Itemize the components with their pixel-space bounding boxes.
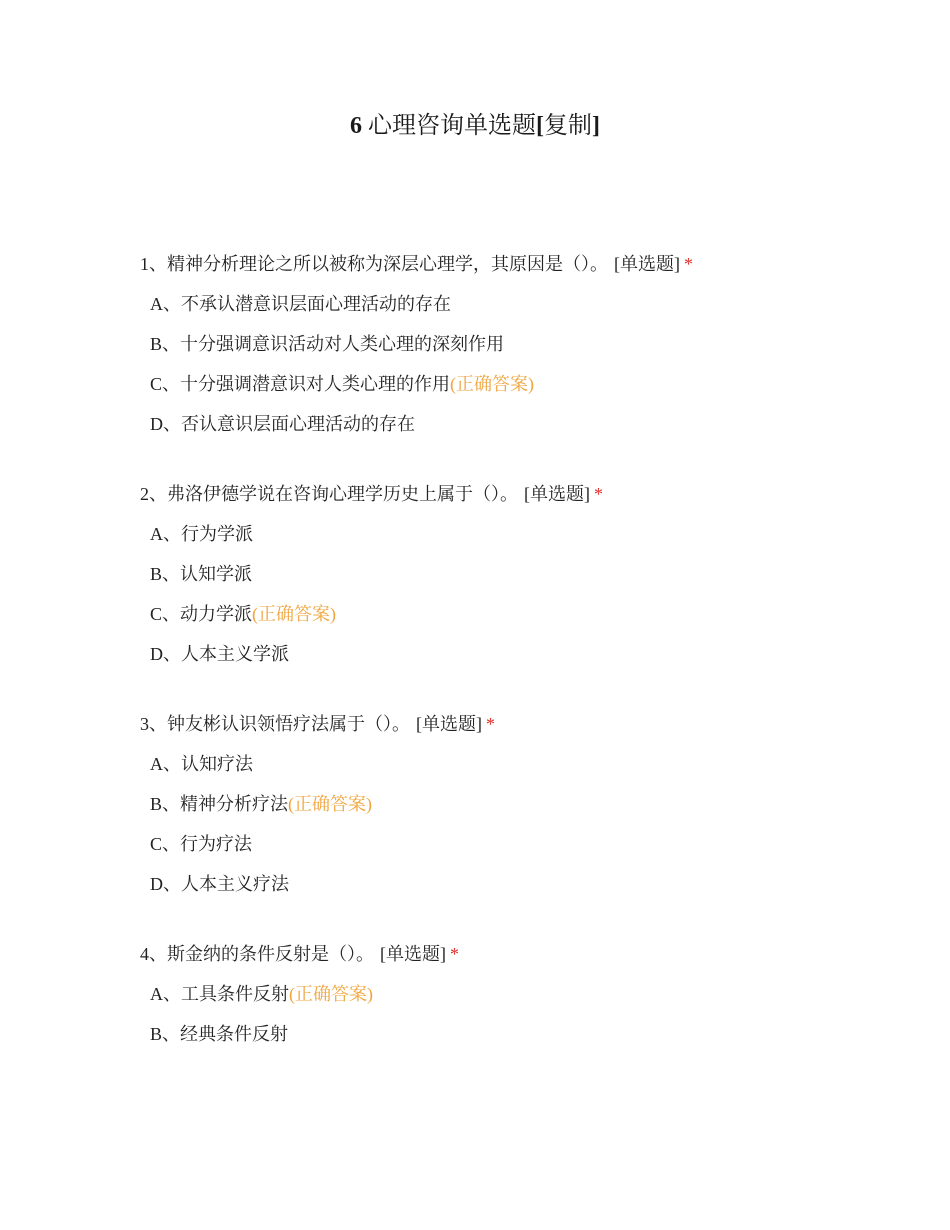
title-bracket-close: ] (592, 113, 600, 139)
option-text: C、动力学派 (150, 604, 253, 624)
title-text: 心理咨询单选题 (368, 113, 536, 139)
title-copy-word: 复制 (544, 113, 592, 139)
correct-answer-tag: (正确答案) (289, 984, 373, 1004)
option-text: A、行为学派 (150, 524, 253, 544)
option-d[interactable] (150, 870, 840, 898)
question-1 (140, 250, 840, 438)
required-mark: * (684, 254, 693, 274)
option-a[interactable] (150, 980, 840, 1008)
required-mark: * (594, 484, 603, 504)
option-b[interactable] (150, 560, 840, 588)
option-c[interactable] (150, 830, 840, 858)
option-text: B、认知学派 (150, 564, 253, 584)
question-type-tag: [单选题] (614, 254, 680, 274)
question-stem (140, 940, 840, 968)
option-a[interactable] (150, 520, 840, 548)
question-2 (140, 480, 840, 668)
question-4 (140, 940, 840, 1048)
option-text: C、行为疗法 (150, 834, 253, 854)
title-number: 6 (350, 113, 362, 139)
question-type-tag: [单选题] (380, 944, 446, 964)
correct-answer-tag: (正确答案) (450, 374, 535, 394)
question-text: 4、斯金纳的条件反射是（）。 (140, 944, 374, 964)
question-text: 3、钟友彬认识领悟疗法属于（）。 (140, 714, 410, 734)
question-text: 2、弗洛伊德学说在咨询心理学历史上属于（）。 (140, 484, 518, 504)
option-d[interactable] (150, 640, 840, 668)
option-text: B、十分强调意识活动对人类心理的深刻作用 (150, 334, 505, 354)
option-text: D、人本主义学派 (150, 644, 289, 664)
required-mark: * (450, 944, 459, 964)
correct-answer-tag: (正确答案) (252, 604, 337, 624)
option-text: C、十分强调潜意识对人类心理的作用 (150, 374, 451, 394)
option-text: B、精神分析疗法 (150, 794, 289, 814)
question-type-tag: [单选题] (524, 484, 590, 504)
option-text: B、经典条件反射 (150, 1024, 289, 1044)
option-a[interactable] (150, 750, 840, 778)
option-c[interactable] (150, 600, 840, 628)
option-a[interactable] (150, 290, 840, 318)
question-stem (140, 250, 840, 278)
option-b[interactable] (150, 330, 840, 358)
option-text: D、人本主义疗法 (150, 874, 289, 894)
correct-answer-tag: (正确答案) (288, 794, 373, 814)
page-title (0, 110, 950, 142)
option-d[interactable] (150, 410, 840, 438)
option-text: A、不承认潜意识层面心理活动的存在 (150, 294, 451, 314)
question-text: 1、精神分析理论之所以被称为深层心理学，其原因是（）。 (140, 254, 608, 274)
option-text: A、认知疗法 (150, 754, 253, 774)
question-stem (140, 480, 840, 508)
option-c[interactable] (150, 370, 840, 398)
option-text: A、工具条件反射 (150, 984, 289, 1004)
title-bracket-open: [ (536, 113, 544, 139)
question-stem (140, 710, 840, 738)
required-mark: * (486, 714, 495, 734)
option-b[interactable] (150, 1020, 840, 1048)
question-type-tag: [单选题] (416, 714, 482, 734)
question-3 (140, 710, 840, 898)
option-b[interactable] (150, 790, 840, 818)
question-list (140, 250, 840, 1090)
option-text: D、否认意识层面心理活动的存在 (150, 414, 415, 434)
